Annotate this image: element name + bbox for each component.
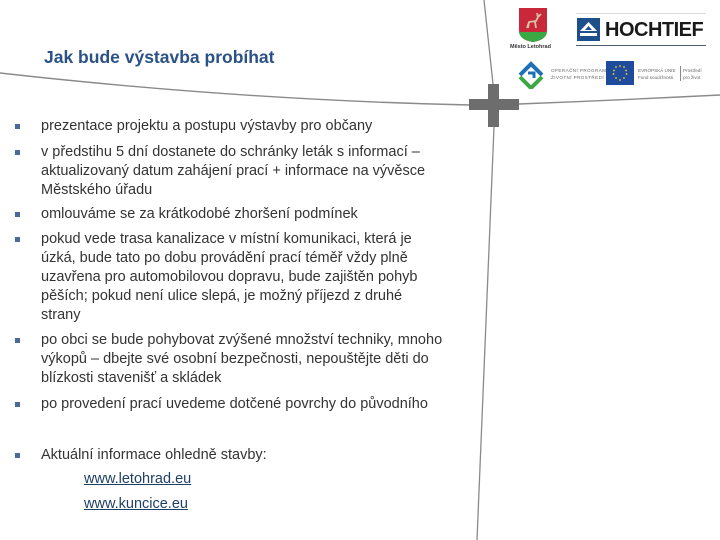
hochtief-wordmark: HOCHTIEF: [605, 19, 704, 41]
hochtief-mark-icon: [577, 18, 600, 41]
bullet-icon: [15, 237, 20, 242]
bullet-item: Aktuální informace ohledně stavby:: [41, 447, 267, 463]
link-kuncice[interactable]: www.kuncice.eu: [84, 496, 188, 512]
town-label: Město Letohrad: [510, 44, 551, 50]
eu-separator: [680, 66, 681, 81]
link-letohrad[interactable]: www.letohrad.eu: [84, 471, 192, 487]
bullet-item: v předstihu 5 dní dostanete do schránky leták s informací – aktualizovaný datum zahájení prací + informace na vývěsce Městského úřadu: [41, 144, 426, 198]
bullet-item: omlouváme se za krátkodobé zhoršení podmínek: [41, 206, 358, 222]
hochtief-logo: [576, 13, 708, 47]
letohrad-coat-of-arms-icon: [519, 8, 547, 42]
bullet-icon: [15, 124, 20, 129]
opzp-logo-icon: [517, 61, 545, 89]
bullet-icon: [15, 338, 20, 343]
bullet-icon: [15, 212, 20, 217]
eu-flag-icon: [606, 61, 634, 85]
opzp-text: OPERAČNÍ PROGRAM ŽIVOTNÍ PROSTŘEDÍ: [551, 68, 607, 80]
bullet-item: po provedení prací uvedeme dotčené povrchy do původního: [41, 396, 428, 412]
bullet-icon: [15, 453, 20, 458]
bullet-item: po obci se bude pohybovat zvýšené množství techniky, mnoho výkopů – dbejte své osobní bezpečnosti, nepouštějte děti do blízkosti stavenišť a skládek: [41, 332, 443, 386]
bullet-item: prezentace projektu a postupu výstavby pro občany: [41, 118, 373, 134]
bullet-icon: [15, 402, 20, 407]
bullet-item: pokud vede trasa kanalizace v místní komunikaci, která je úzká, bude tato po dobu provádění prací téměř vždy plně uzavřena pro automobilovou dopravu, bude zajištěn pohyb pěších; pokud není ulice slepá, je možný příjezd z druhé strany: [41, 231, 418, 323]
eu-text-secondary: Prostředí pro život: [683, 68, 702, 80]
bullet-icon: [15, 150, 20, 155]
eu-text: EVROPSKÁ UNIE Fond soudržnosti: [638, 68, 676, 80]
slide-title: Jak bude výstavba probíhat: [44, 47, 275, 67]
